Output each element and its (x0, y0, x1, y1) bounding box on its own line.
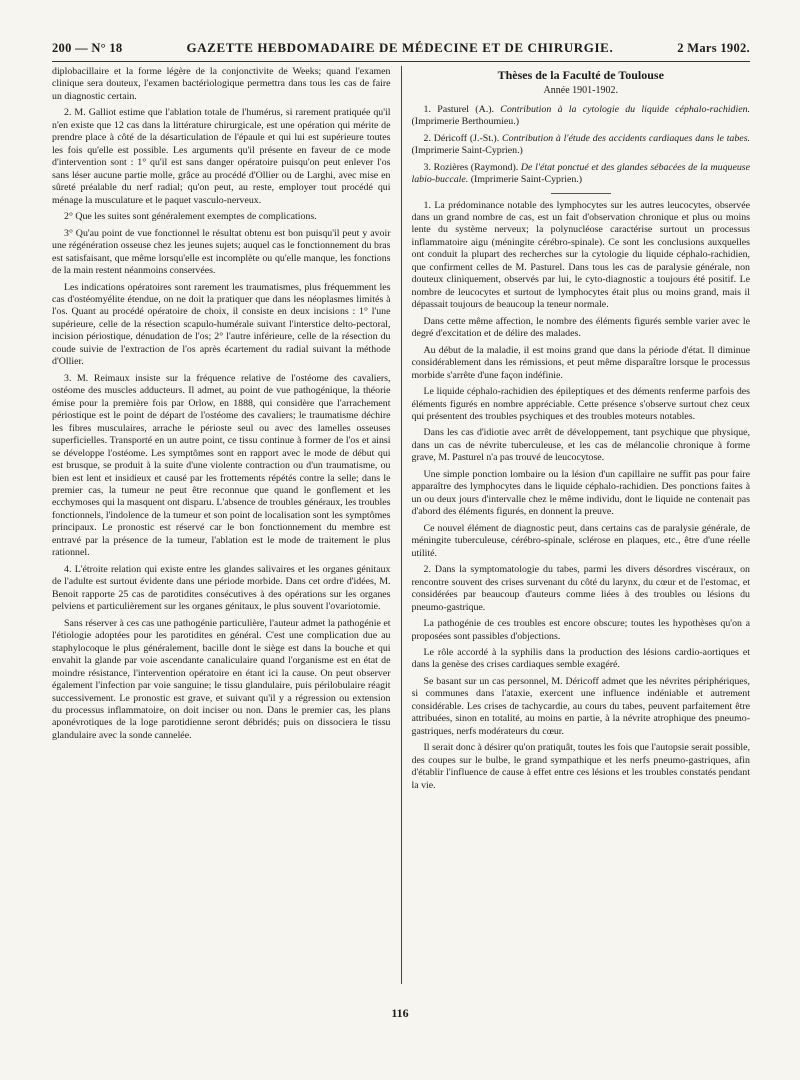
paragraph: Les indications opératoires sont rarement les traumatismes, plus fréquemment les cas d'ostéomyélite étendue, on ne doit la pratiquer que dans les néoplasmes limités à l'os. Quant au procédé opératoire de choix, il consiste en deux incisions : 1° l'une supérieure, celle de la résection scapulo-humérale suivant l'interstice delto-pectoral, incision périostique, dénudation de l'os; 2° l'autre inférieure, celle de la résection du coude suivie de l'extraction de l'os après écartement du radial suivant la méthode d'Ollier. (52, 281, 391, 368)
paragraph: Le rôle accordé à la syphilis dans la production des lésions cardio-aortiques et dans la genèse des crises cardiaques semble exagéré. (411, 646, 750, 671)
paragraph: 2° Que les suites sont généralement exemptes de complications. (64, 211, 317, 223)
paragraph: Une simple ponction lombaire ou la lésion d'un capillaire ne suffit pas pour faire apparaître des lymphocytes dans le liquide céphalo-rachidien. Des ponctions faites à un ou deux jours d'intervalle chez le même individu, dont le liquide ne contenait pas d'abord des éléments figurés, en donnent la preuve. (411, 468, 750, 518)
thesis-printer: (Imprimerie Berthoumieu.) (411, 116, 519, 128)
thesis-entry (412, 133, 751, 158)
thesis-entry (412, 162, 751, 187)
paragraph: La pathogénie de ces troubles est encore obscure; toutes les hypothèses qu'on a proposées sont passibles d'objections. (411, 618, 750, 642)
text-columns (52, 66, 750, 984)
column-divider (401, 66, 402, 984)
page-folio: 116 (391, 1006, 409, 1020)
paragraph: Dans les cas d'idiotie avec arrêt de développement, tant psychique que physique, dans un cas de névrite tuberculeuse, et les cas de mélancolie chronique à forme grave, M. Pasturel n'a pas trouvé de leucocytose. (411, 427, 750, 464)
paragraph: 2. M. Galliot estime que l'ablation totale de l'humérus, si rarement pratiquée qu'il n'en existe que 12 cas dans la littérature chirurgicale, est une opération qui mérite de prendre place à côté de la désarticulation de l'épaule et qui lui est supérieure toutes les fois qu'elle est possible. Les arguments qu'il présente en faveur de ce mode d'intervention sont : 1° qu'il est sans danger opératoire puisqu'on peut enlever l'os sans léser aucune partie molle, grâce au procédé d'Ollier ou de Larghi, avec mise en sûreté préalable du nerf radial; qu'on peut, au reste, employer tout procédé qui ménage la musculature et le paquet vasculo-nerveux. (52, 107, 391, 206)
paragraph: 3. M. Reimaux insiste sur la fréquence relative de l'ostéome des cavaliers, ostéome des muscles adducteurs. Il admet, au point de vue pathogénique, la théorie émise pour la première fois par Orlow, en 1888, qui considère que l'arrachement périostique est le point de départ de l'ostéome des cavaliers; le traumatisme déchire les fibres musculaires, arrache le périoste seul ou avec des lamelles osseuses superficielles. Transporté en un autre point, ce tissu continue à former de l'os et ainsi se développe l'ostéome. Les symptômes sont en rapport avec le mode de début qui est brusque, se produit à la suite d'une violente contraction ou d'un traumatisme, ou bien est lent et insidieux et causé par les frottements répétés contre la selle; dans le premier cas, la tumeur ne peut être reconnue que quand le gonflement et les ecchymoses qui la masquent ont disparu. L'absence de troubles généraux, les troubles fonctionnels, l'indolence de la tumeur et son point de localisation sont les symptômes principaux. Le pronostic est réservé car le bon fonctionnement du membre est entravé par la présence de la tumeur, l'ablation est le mode de traitement le plus rationnel. (52, 372, 391, 559)
thesis-printer: (Imprimerie Saint-Cyprien.) (470, 174, 583, 186)
issue-date: 2 Mars 1902. (677, 41, 750, 55)
page-number: 200 (52, 41, 72, 55)
paragraph: Sans réserver à ces cas une pathogénie particulière, l'auteur admet la pathogénie et l'étiologie adoptées pour les parotidites en général. C'est une complication due au staphylocoque le plus généralement, bacille dont le siège est dans la bouche et qui envahit la glande par voie ascendante canaliculaire quand l'organisme est en état de moindre résistance, l'intervention opératoire en étant ici la cause. On peut observer également l'infection par voie sanguine; le tissu glandulaire, puis périlobulaire réagit successivement. Le pronostic est grave, et suivant qu'il y a régression ou extension du processus inflammatoire, on doit inciser ou non. Dans le premier cas, les plans aponévrotiques de la loge parotidienne seront débridés; puis on dissociera le tissu glandulaire avec la sonde cannelée. (52, 617, 391, 741)
thesis-entry (412, 104, 751, 129)
paragraph: Il serait donc à désirer qu'on pratiquât, toutes les fois que l'autopsie serait possible, des coupes sur le bulbe, le grand sympathique et les nerfs pneumo-gastriques, afin d'établir l'influence de cause à effet entre ces lésions et les troubles constatés pendant la vie. (411, 742, 750, 791)
right-column (412, 66, 751, 984)
running-header (52, 40, 750, 56)
paragraph: 1. La prédominance notable des lymphocytes sur les autres leucocytes, observée dans un grand nombre de cas, est un fait d'observation chronique et plus ou moins lente du système nerveux; la polynucléose caractérise surtout un processus inflammatoire aigu (méningite cérébro-spinale). Ce sont les conclusions auxquelles ont conduit la plupart des recherches sur la cytologie du liquide céphalo-rachidien, que confirment celles de M. Pasturel. Dans tous les cas de paralysie générale, non douteux cliniquement, observés par lui, le cyto-diagnostic a toujours été positif. Le nombre de leucocytes et surtout de lymphocytes était plus ou moins grand, mais il dépassait toujours de beaucoup la teneur normale. (411, 199, 750, 311)
paragraph: Au début de la maladie, il est moins grand que dans la période d'état. Il diminue considérablement dans les rémissions, et peut même disparaître lorsque le processus morbide s'arrête d'une façon indéfinie. (411, 344, 750, 381)
journal-title: GAZETTE HEBDOMADAIRE DE MÉDECINE ET DE CHIRURGIE. (186, 40, 614, 55)
paragraph: Le liquide céphalo-rachidien des épileptiques et des déments renferme parfois des éléments figurés en nombre appréciable. Cette présence s'observe surtout chez ceux qui présentent des troubles psychiques et des troubles moteurs notables. (411, 386, 750, 423)
thesis-title: Contribution à la cytologie du liquide céphalo-rachidien. (500, 103, 750, 115)
left-column (52, 66, 391, 984)
paragraph: Se basant sur un cas personnel, M. Déricoff admet que les névrites périphériques, si communes dans l'ataxie, exercent une influence indéniable et autrement considérable. Les crises de tachycardie, au cours du tabes, peuvent parfaitement être attribuées, sinon en totalité, au moins en partie, à la névrite atrophique des pneumo-gastriques, nerfs modérateurs du cœur. (411, 675, 750, 737)
header-rule (52, 61, 750, 62)
issue-number: — N° 18 (75, 41, 123, 55)
paragraph: 4. L'étroite relation qui existe entre les glandes salivaires et les organes génitaux de l'adulte est surtout évidente dans une période morbide. Dans cet ordre d'idées, M. Benoit rapporte 25 cas de parotidites consécutives à des opérations sur les organes pelviens et particulièrement sur les organes génitaux, le plus souvent l'ovariotomie. (52, 563, 391, 613)
paragraph: Ce nouvel élément de diagnostic peut, dans certains cas de paralysie générale, de méningite tuberculeuse, cérébro-spinale, sclérose en plaques, etc., être d'une réelle utilité. (411, 522, 750, 559)
thesis-title: Contribution à l'étude des accidents cardiaques dans le tabes. (502, 132, 750, 144)
separator-rule (551, 193, 611, 194)
paragraph: 2. Dans la symptomatologie du tabes, parmi les divers désordres viscéraux, on rencontre souvent des crises survenant du côté du larynx, du cœur et de l'estomac, et considérées par beaucoup d'auteurs comme liées à des troubles ou lésions du pneumo-gastrique. (411, 564, 750, 613)
header-page-issue (52, 41, 122, 56)
thesis-printer: (Imprimerie Saint-Cyprien.) (411, 145, 523, 157)
thesis-author: 3. Rozières (Raymond). (423, 161, 519, 173)
section-year: Année 1901-1902. (543, 85, 618, 97)
thesis-author: 2. Déricoff (J.-St.). (423, 132, 500, 144)
paragraph: Dans cette même affection, le nombre des éléments figurés semble varier avec le degré d'excitation et de délire des malades. (411, 315, 750, 340)
paragraph: 3° Qu'au point de vue fonctionnel le résultat obtenu est bon puisqu'il peut y avoir une régénération osseuse chez les jeunes sujets; auquel cas le fonctionnement du bras est satisfaisant, que même lorsqu'elle est incomplète ou qu'elle manque, les fonctions de la main restent néanmoins conservées. (52, 227, 391, 277)
section-title: Thèses de la Faculté de Toulouse (497, 68, 664, 82)
paragraph: diplobacillaire et la forme légère de la conjonctivite de Weeks; quand l'examen clinique sera douteux, l'examen bactériologique permettra dans tous les cas de faire un diagnostic certain. (52, 66, 391, 102)
thesis-author: 1. Pasturel (A.). (423, 103, 494, 115)
thesis-title: De l'état ponctué et des glandes sébacées de la muqueuse labio-buccale. (411, 161, 750, 186)
